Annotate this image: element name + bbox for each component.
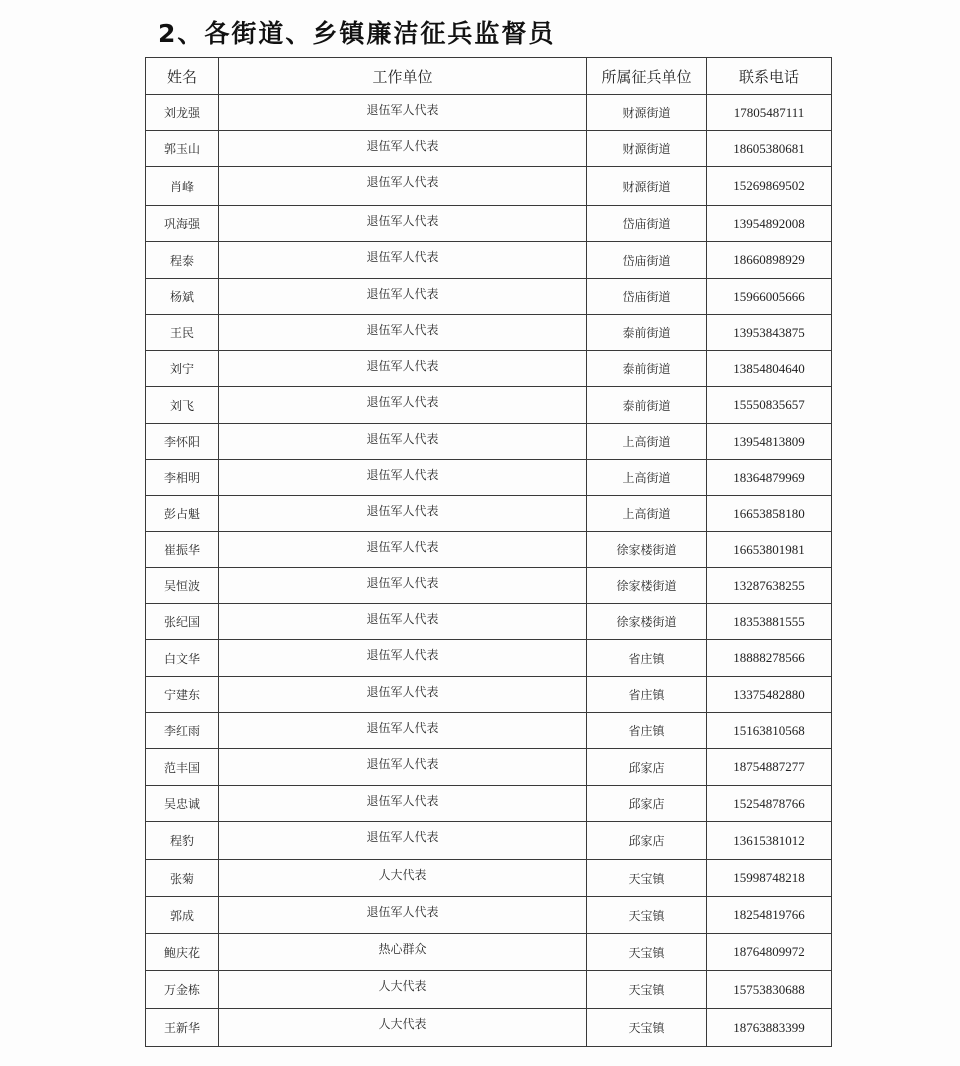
work-unit-cell: 退伍军人代表 (219, 424, 587, 460)
table-row (146, 95, 832, 131)
work-unit-cell: 退伍军人代表 (219, 713, 587, 749)
work-unit-cell: 退伍军人代表 (219, 242, 587, 279)
name-cell: 李怀阳 (146, 424, 219, 460)
phone-cell: 15550835657 (707, 387, 832, 424)
table-row (146, 387, 832, 424)
phone-cell: 13953843875 (707, 315, 832, 351)
recruit-unit-cell: 天宝镇 (587, 934, 707, 971)
name-cell: 范丰国 (146, 749, 219, 786)
name-cell: 刘宁 (146, 351, 219, 387)
name-cell: 肖峰 (146, 167, 219, 206)
name-cell: 郭成 (146, 897, 219, 934)
recruit-unit-cell: 上高街道 (587, 424, 707, 460)
work-unit-cell: 退伍军人代表 (219, 568, 587, 604)
recruit-unit-cell: 省庄镇 (587, 677, 707, 713)
recruit-unit-cell: 徐家楼街道 (587, 532, 707, 568)
work-unit-cell: 热心群众 (219, 934, 587, 971)
recruit-unit-cell: 泰前街道 (587, 387, 707, 424)
work-unit-cell: 退伍军人代表 (219, 897, 587, 934)
work-unit-cell: 人大代表 (219, 860, 587, 897)
table-row (146, 860, 832, 897)
table-row (146, 496, 832, 532)
table-row (146, 351, 832, 387)
name-cell: 杨斌 (146, 279, 219, 315)
phone-cell: 17805487111 (707, 95, 832, 131)
recruit-unit-cell: 省庄镇 (587, 713, 707, 749)
table-row (146, 749, 832, 786)
recruit-unit-cell: 岱庙街道 (587, 242, 707, 279)
table-row (146, 822, 832, 860)
recruit-unit-cell: 天宝镇 (587, 860, 707, 897)
work-unit-cell: 退伍军人代表 (219, 131, 587, 167)
name-cell: 李红雨 (146, 713, 219, 749)
work-unit-cell: 退伍军人代表 (219, 460, 587, 496)
phone-cell: 18754887277 (707, 749, 832, 786)
name-cell: 刘飞 (146, 387, 219, 424)
recruit-unit-cell: 上高街道 (587, 460, 707, 496)
table-body (146, 95, 832, 1047)
recruit-unit-cell: 财源街道 (587, 95, 707, 131)
recruit-unit-cell: 泰前街道 (587, 351, 707, 387)
name-cell: 宁建东 (146, 677, 219, 713)
recruit-unit-cell: 岱庙街道 (587, 279, 707, 315)
header-work-unit: 工作单位 (219, 58, 587, 95)
phone-cell: 18364879969 (707, 460, 832, 496)
name-cell: 吴恒波 (146, 568, 219, 604)
table-row (146, 897, 832, 934)
header-phone: 联系电话 (707, 58, 832, 95)
table-row (146, 206, 832, 242)
table-row (146, 640, 832, 677)
name-cell: 鲍庆花 (146, 934, 219, 971)
table-row (146, 167, 832, 206)
phone-cell: 18888278566 (707, 640, 832, 677)
work-unit-cell: 退伍军人代表 (219, 167, 587, 206)
phone-cell: 16653858180 (707, 496, 832, 532)
phone-cell: 16653801981 (707, 532, 832, 568)
name-cell: 张纪国 (146, 604, 219, 640)
recruit-unit-cell: 天宝镇 (587, 971, 707, 1009)
name-cell: 万金栋 (146, 971, 219, 1009)
phone-cell: 13615381012 (707, 822, 832, 860)
work-unit-cell: 退伍军人代表 (219, 279, 587, 315)
page-title: 2、各街道、乡镇廉洁征兵监督员 (158, 19, 556, 48)
name-cell: 程豹 (146, 822, 219, 860)
name-cell: 郭玉山 (146, 131, 219, 167)
table-row (146, 460, 832, 496)
name-cell: 崔振华 (146, 532, 219, 568)
recruit-unit-cell: 泰前街道 (587, 315, 707, 351)
name-cell: 张菊 (146, 860, 219, 897)
name-cell: 彭占魁 (146, 496, 219, 532)
recruit-unit-cell: 邱家店 (587, 749, 707, 786)
table-row (146, 424, 832, 460)
table-row (146, 934, 832, 971)
name-cell: 程泰 (146, 242, 219, 279)
name-cell: 李相明 (146, 460, 219, 496)
work-unit-cell: 退伍军人代表 (219, 786, 587, 822)
table-row (146, 786, 832, 822)
recruit-unit-cell: 财源街道 (587, 167, 707, 206)
recruit-unit-cell: 天宝镇 (587, 1009, 707, 1047)
phone-cell: 13375482880 (707, 677, 832, 713)
work-unit-cell: 退伍军人代表 (219, 351, 587, 387)
recruit-unit-cell: 邱家店 (587, 822, 707, 860)
work-unit-cell: 退伍军人代表 (219, 532, 587, 568)
supervisor-table (145, 57, 832, 1047)
work-unit-cell: 退伍军人代表 (219, 387, 587, 424)
phone-cell: 15753830688 (707, 971, 832, 1009)
recruit-unit-cell: 邱家店 (587, 786, 707, 822)
work-unit-cell: 退伍军人代表 (219, 640, 587, 677)
name-cell: 王民 (146, 315, 219, 351)
phone-cell: 18353881555 (707, 604, 832, 640)
work-unit-cell: 退伍军人代表 (219, 677, 587, 713)
recruit-unit-cell: 天宝镇 (587, 897, 707, 934)
table-header-row (146, 58, 832, 95)
phone-cell: 13854804640 (707, 351, 832, 387)
table-row (146, 568, 832, 604)
work-unit-cell: 退伍军人代表 (219, 496, 587, 532)
name-cell: 巩海强 (146, 206, 219, 242)
table-row (146, 713, 832, 749)
phone-cell: 18660898929 (707, 242, 832, 279)
work-unit-cell: 退伍军人代表 (219, 95, 587, 131)
phone-cell: 18763883399 (707, 1009, 832, 1047)
name-cell: 王新华 (146, 1009, 219, 1047)
phone-cell: 18764809972 (707, 934, 832, 971)
recruit-unit-cell: 上高街道 (587, 496, 707, 532)
phone-cell: 15998748218 (707, 860, 832, 897)
work-unit-cell: 退伍军人代表 (219, 749, 587, 786)
work-unit-cell: 退伍军人代表 (219, 206, 587, 242)
table-row (146, 604, 832, 640)
phone-cell: 13287638255 (707, 568, 832, 604)
table-row (146, 242, 832, 279)
work-unit-cell: 退伍军人代表 (219, 315, 587, 351)
recruit-unit-cell: 财源街道 (587, 131, 707, 167)
phone-cell: 13954892008 (707, 206, 832, 242)
recruit-unit-cell: 岱庙街道 (587, 206, 707, 242)
phone-cell: 15163810568 (707, 713, 832, 749)
work-unit-cell: 人大代表 (219, 971, 587, 1009)
table-row (146, 532, 832, 568)
table-row (146, 1009, 832, 1047)
name-cell: 白文华 (146, 640, 219, 677)
name-cell: 刘龙强 (146, 95, 219, 131)
table-row (146, 677, 832, 713)
table-row (146, 315, 832, 351)
table-row (146, 131, 832, 167)
table-row (146, 971, 832, 1009)
phone-cell: 13954813809 (707, 424, 832, 460)
recruit-unit-cell: 省庄镇 (587, 640, 707, 677)
phone-cell: 18254819766 (707, 897, 832, 934)
table-row (146, 279, 832, 315)
work-unit-cell: 人大代表 (219, 1009, 587, 1047)
recruit-unit-cell: 徐家楼街道 (587, 604, 707, 640)
phone-cell: 15254878766 (707, 786, 832, 822)
work-unit-cell: 退伍军人代表 (219, 822, 587, 860)
name-cell: 吴忠诚 (146, 786, 219, 822)
header-name: 姓名 (146, 58, 219, 95)
phone-cell: 15966005666 (707, 279, 832, 315)
work-unit-cell: 退伍军人代表 (219, 604, 587, 640)
phone-cell: 18605380681 (707, 131, 832, 167)
header-recruit-unit: 所属征兵单位 (587, 58, 707, 95)
recruit-unit-cell: 徐家楼街道 (587, 568, 707, 604)
phone-cell: 15269869502 (707, 167, 832, 206)
